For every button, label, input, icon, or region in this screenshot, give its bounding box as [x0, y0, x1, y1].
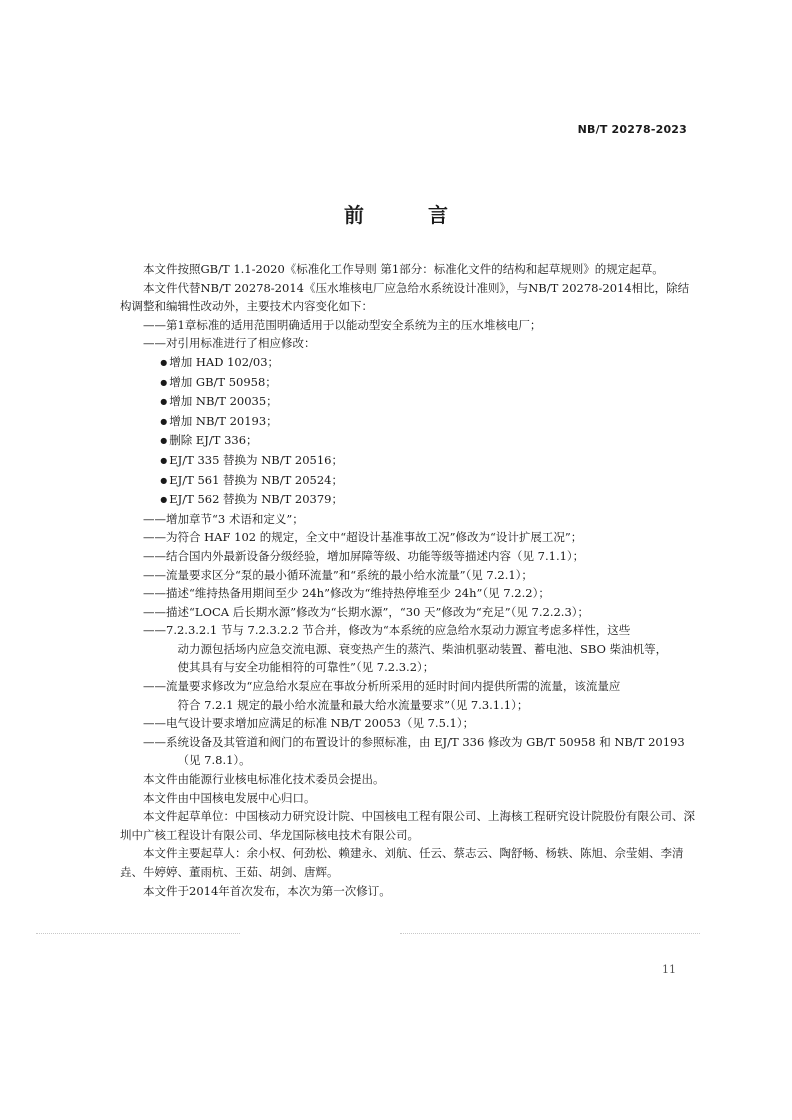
paragraph: 本文件代替NB/T 20278-2014《压水堆核电厂应急给水系统设计准则》，与NB/T 20278-2014相比，除结构调整和编辑性改动外，主要技术内容变化如下：	[120, 280, 690, 314]
document-code: NB/T 20278-2023	[577, 123, 687, 136]
page-title: 前 言	[344, 203, 470, 227]
bullet-item: ● EJ/T 335 替换为 NB/T 20516；	[120, 451, 700, 471]
page-number: 11	[662, 963, 676, 976]
change-item: ——电气设计要求增加应满足的标准 NB/T 20053（见 7.5.1）；	[143, 716, 475, 731]
bullet-item: ● 增加 HAD 102/03；	[120, 353, 700, 373]
change-item: ——描述“维持热备用期间至少 24h”修改为“维持热停堆至少 24h”（见 7.2.2）；	[143, 586, 550, 601]
bullet-item: ● EJ/T 562 替换为 NB/T 20379；	[120, 490, 700, 510]
paragraph: 本文件按照GB/T 1.1-2020《标准化工作导则 第1部分：标准化文件的结构和起草规则》的规定起草。	[143, 262, 664, 276]
paragraph: 本文件主要起草人：余小权、何劲松、赖建永、刘航、任云、蔡志云、陶舒畅、杨轶、陈旭、佘莹娟、李清垚、牛婷婷、董雨杭、王茹、胡剑、唐辉。	[120, 846, 684, 879]
paragraph: 本文件由能源行业核电标准化技术委员会提出。	[143, 772, 385, 787]
change-item: ——7.2.3.2.1 节与 7.2.3.2.2 节合并，修改为“本系统的应急给水泵动力源宜考虑多样性，这些	[143, 623, 631, 638]
bullet-item: ● 增加 NB/T 20193；	[120, 412, 700, 432]
change-item-continued: 使其具有与安全功能相符的可靠性”（见 7.2.3.2）；	[177, 660, 435, 675]
change-item: ——系统设备及其管道和阀门的布置设计的参照标准，由 EJ/T 336 修改为 GB/T 50958 和 NB/T 20193	[143, 734, 685, 749]
change-item-continued: 符合 7.2.1 规定的最小给水流量和最大给水流量要求”（见 7.3.1.1）；	[177, 697, 529, 712]
change-item-continued: （见 7.8.1）。	[177, 753, 251, 768]
bullet-item: ● 增加 NB/T 20035；	[120, 392, 700, 412]
change-item-continued: 动力源包括场内应急交流电源、衰变热产生的蒸汽、柴油机驱动装置、蓄电池、SBO 柴油机等，	[177, 641, 668, 656]
foreword-body	[120, 260, 700, 900]
change-item: ——第1章标准的适用范围明确适用于以能动型安全系统为主的压水堆核电厂；	[143, 317, 542, 332]
page-divider	[400, 933, 700, 934]
change-item: ——流量要求修改为“应急给水泵应在事故分析所采用的延时时间内提供所需的流量，该流量应	[143, 679, 621, 694]
change-item: ——流量要求区分“泵的最小循环流量”和“系统的最小给水流量”（见 7.2.1）；	[143, 567, 533, 582]
page-divider	[36, 933, 240, 934]
change-item: ——为符合 HAF 102 的规定，全文中“超设计基准事故工况”修改为“设计扩展工况”；	[143, 530, 583, 545]
change-item: ——描述“LOCA 后长期水源”修改为“长期水源”，“30 天”修改为“充足”（见 7.2.2.3）；	[143, 604, 590, 619]
change-item: ——增加章节“3 术语和定义”；	[143, 511, 304, 526]
change-item: ——对引用标准进行了相应修改：	[143, 336, 316, 351]
bullet-item: ● 删除 EJ/T 336；	[120, 431, 700, 451]
paragraph: 本文件于2014年首次发布，本次为第一次修订。	[143, 883, 391, 898]
change-item: ——结合国内外最新设备分级经验，增加屏障等级、功能等级等描述内容（见 7.1.1）；	[143, 548, 585, 563]
paragraph: 本文件起草单位：中国核动力研究设计院、中国核电工程有限公司、上海核工程研究设计院股份有限公司、深圳中广核工程设计有限公司、华龙国际核电技术有限公司。	[120, 809, 695, 842]
bullet-item: ● 增加 GB/T 50958；	[120, 373, 700, 393]
paragraph: 本文件由中国核电发展中心归口。	[143, 790, 316, 805]
bullet-item: ● EJ/T 561 替换为 NB/T 20524；	[120, 471, 700, 491]
